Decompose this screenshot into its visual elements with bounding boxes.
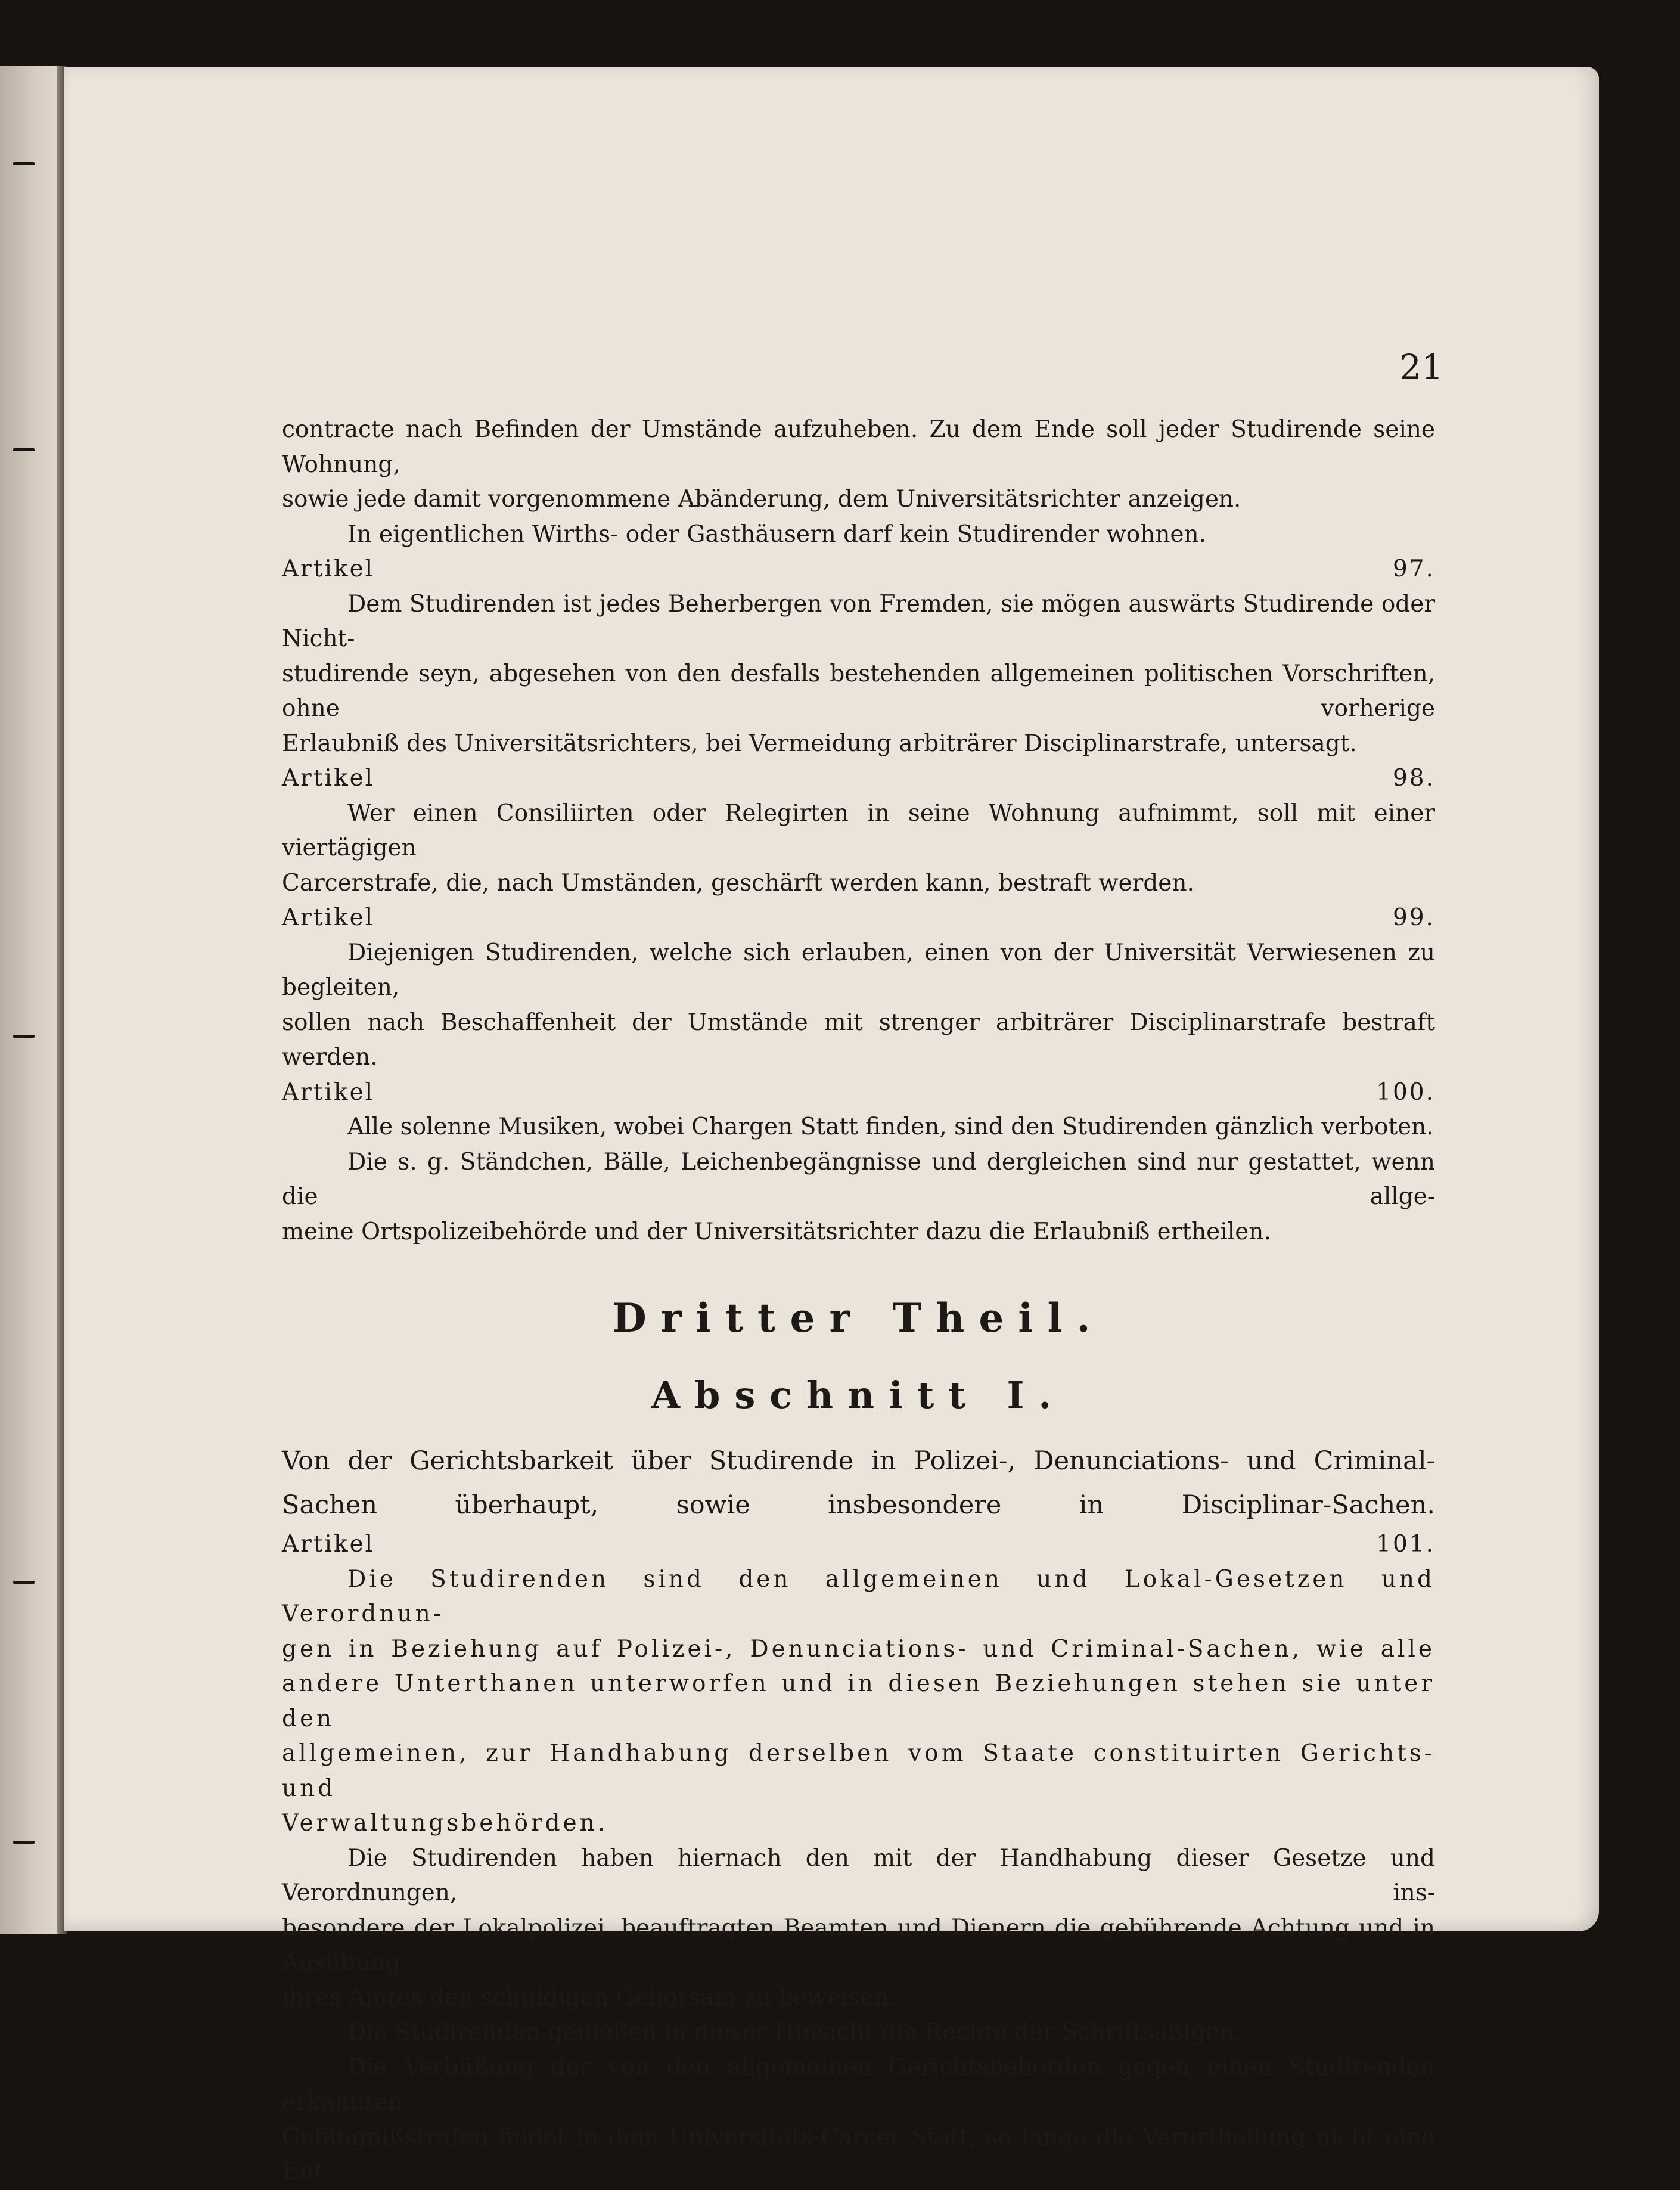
paragraph-line: Die Studirenden haben hiernach den mit der Handhabung dieser Gesetze und Verordnungen, ins- [282,1844,1435,1906]
paragraph-line: sollen nach Beschaffenheit der Umstände mit strenger arbiträrer Disciplinarstrafe bestraft werden. [282,1009,1435,1071]
paragraph-line: besondere der Lokalpolizei, beauftragten Beamten und Dienern die gebührende Achtung und in Ausübung [282,1914,1435,1976]
binding-notch [13,448,35,451]
binding-notch [13,1035,35,1038]
paragraph-line: Verwaltungsbehörden. [282,1810,608,1837]
paragraph-line: Die s. g. Ständchen, Bälle, Leichenbegängnisse und dergleichen sind nur gestattet, wenn die allge- [282,1148,1435,1210]
page-text [282,412,1435,2190]
section-subtitle: Von der Gerichtsbarkeit über Studirende in Polizei-, Denunciations- und Criminal- [282,1446,1435,1476]
paragraph-line: Dem Studirenden ist jedes Beherbergen von Fremden, sie mögen auswärts Studirende oder Nicht- [282,590,1435,652]
paragraph-line: Diejenigen Studirenden, welche sich erlauben, einen von der Universität Verwiesenen zu begleiten, [282,939,1435,1001]
binding-notch [13,1841,35,1844]
article-heading: Artikel 101. [282,1531,1435,1558]
binding-notch [13,1581,35,1584]
paragraph-line: Wer einen Consiliirten oder Relegirten in seine Wohnung aufnimmt, soll mit einer viertägigen [282,799,1435,861]
paragraph-line: In eigentlichen Wirths- oder Gasthäusern darf kein Studirender wohnen. [347,520,1207,548]
paragraph-line: sowie jede damit vorgenommene Abänderung, dem Universitätsrichter anzeigen. [282,486,1241,513]
page-number: 21 [1399,347,1443,387]
section-subtitle: Sachen überhaupt, sowie insbesondere in Disciplinar-Sachen. [282,1490,1435,1520]
paragraph-line: allgemeinen, zur Handhabung derselben vom Staate constituirten Gerichts- und [282,1740,1435,1802]
paragraph-line: Carcerstrafe, die, nach Umständen, geschärft werden kann, bestraft werden. [282,869,1194,897]
paragraph-line: Alle solenne Musiken, wobei Chargen Statt finden, sind den Studirenden gänzlich verboten. [347,1113,1434,1140]
paragraph-line: contracte nach Befinden der Umstände aufzuheben. Zu dem Ende soll jeder Studirende seine Wohnung, [282,416,1435,478]
paragraph-line: meine Ortspolizeibehörde und der Universitätsrichter dazu die Erlaubniß ertheilen. [282,1218,1271,1245]
paragraph-line: gen in Beziehung auf Polizei-, Denunciations- und Criminal-Sachen, wie alle [282,1635,1435,1662]
paragraph-line: Die Studirenden sind den allgemeinen und Lokal-Gesetzen und Verordnun- [282,1565,1435,1627]
article-heading: Artikel 99. [282,904,1435,931]
article-heading: Artikel 98. [282,765,1435,792]
part-title: Dritter Theil. [612,1295,1105,1341]
paragraph-line: Gefängnißstrafen findet in dem Universitäts-Carcer Statt, so lange die Verurtheilung nicht eine Ent- [282,2123,1435,2185]
paragraph-line: Die Verbüßung der von den allgemeinen Gerichtsbehörden gegen einen Studirenden erkannten [282,2053,1435,2115]
section-title: Abschnitt I. [651,1373,1066,1417]
book-page [64,67,1599,2185]
paragraph-line: ihres Amtes den schuldigen Gehorsam zu beweisen. [282,1984,896,2011]
paragraph-line: Erlaubniß des Universitätsrichters, bei Vermeidung arbiträrer Disciplinarstrafe, untersagt. [282,730,1357,757]
article-heading: Artikel 97. [282,556,1435,582]
paragraph-line: andere Unterthanen unterworfen und in diesen Beziehungen stehen sie unter den [282,1670,1435,1732]
article-heading: Artikel 100. [282,1078,1435,1106]
binding-notch [13,162,35,165]
facing-page-edge [0,66,60,1934]
paragraph-line: studirende seyn, abgesehen von den desfalls bestehenden allgemeinen politischen Vorschriften, ohne vorherige [282,660,1435,722]
paragraph-line: Die Studirenden genießen in dieser Hinsicht die Rechte der Schriftsäßigen. [347,2019,1242,2046]
